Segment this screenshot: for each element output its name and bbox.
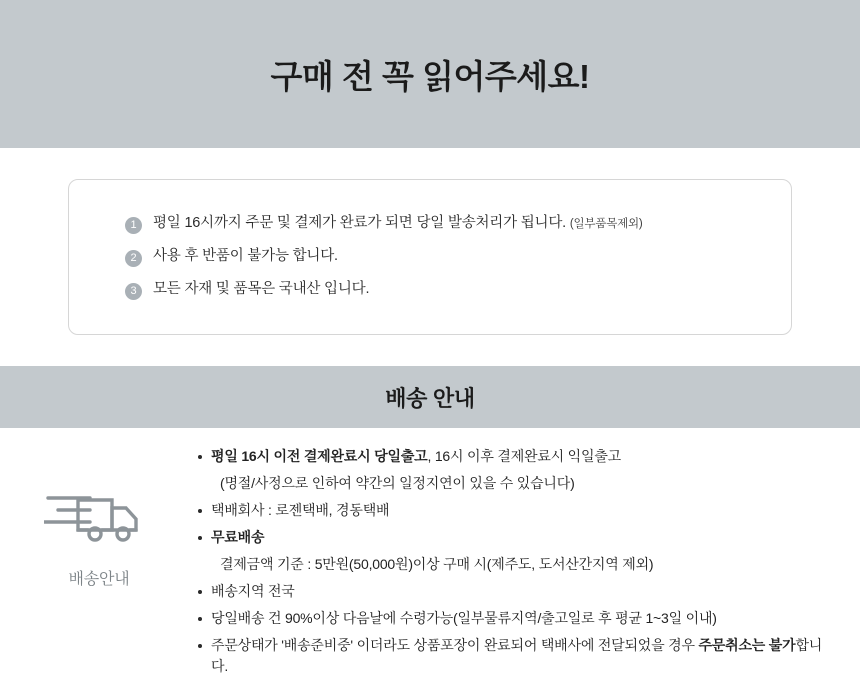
list-item	[125, 247, 751, 267]
notice-text	[153, 247, 338, 267]
list-item	[198, 608, 830, 629]
bullet-rest: , 16시 이후 결제완료시 익일출고	[427, 448, 621, 464]
bullet-tail: 합니다.	[211, 637, 823, 674]
notice-number-badge: 1	[125, 217, 142, 234]
bullet-text	[211, 500, 389, 521]
bullet-rest: 주문상태가 '배송준비중' 이더라도 상품포장이 완료되어 택배사에 전달되었을 경우	[211, 637, 699, 653]
bullet-rest: 배송지역 전국	[211, 583, 295, 599]
page-title: 구매 전 꼭 읽어주세요!	[270, 57, 590, 95]
delivery-truck-icon	[44, 486, 154, 550]
list-item	[198, 635, 830, 677]
bullet-text	[211, 527, 264, 548]
bullet-dot-icon	[198, 455, 202, 459]
bullet-sub-text: (명절/사정으로 인하여 약간의 일정지연이 있을 수 있습니다)	[220, 475, 575, 491]
list-item	[125, 280, 751, 300]
top-banner	[0, 0, 860, 148]
list-item	[198, 446, 830, 467]
shipping-icon-block	[0, 428, 198, 589]
notice-sub-text: (일부품목제외)	[569, 218, 643, 230]
list-item	[125, 214, 751, 234]
bullet-dot-icon	[198, 536, 202, 540]
notice-main-text: 사용 후 반품이 불가능 합니다.	[153, 248, 338, 264]
list-item	[198, 527, 830, 548]
notice-main-text: 모든 자재 및 품목은 국내산 입니다.	[153, 281, 370, 297]
bullet-dot-icon	[198, 509, 202, 513]
bullet-dot-icon	[198, 590, 202, 594]
bullet-text	[211, 581, 295, 602]
notice-section	[0, 148, 860, 366]
shipping-icon-label: 배송안내	[68, 571, 130, 588]
bullet-text	[211, 635, 830, 677]
shipping-band	[0, 366, 860, 428]
list-item	[198, 581, 830, 602]
shipping-section-title: 배송 안내	[385, 385, 475, 411]
notice-number-badge: 2	[125, 250, 142, 267]
bullet-rest: 당일배송 건 90%이상 다음날에 수령가능(일부물류지역/출고일로 후 평균 1~3일 이내)	[211, 610, 717, 626]
shipping-body	[0, 428, 860, 674]
bullet-text	[211, 608, 717, 629]
shipping-bullet-list	[198, 428, 860, 683]
bullet-text	[211, 446, 621, 467]
notice-number-badge: 3	[125, 283, 142, 300]
list-item	[198, 500, 830, 521]
notice-text	[153, 214, 643, 234]
bullet-bold-lead: 평일 16시 이전 결제완료시 당일출고	[211, 448, 428, 464]
notice-text	[153, 280, 369, 300]
bullet-dot-icon	[198, 644, 202, 648]
bullet-sub-text: 결제금액 기준 : 5만원(50,000원)이상 구매 시(제주도, 도서산간지역 제외)	[220, 556, 654, 572]
bullet-bold-lead: 무료배송	[211, 529, 265, 545]
notice-main-text: 평일 16시까지 주문 및 결제가 완료가 되면 당일 발송처리가 됩니다.	[153, 215, 566, 231]
notice-box	[68, 179, 792, 335]
bullet-bold-tail: 주문취소는 불가	[698, 637, 796, 653]
bullet-rest: 택배회사 : 로젠택배, 경동택배	[211, 502, 390, 518]
bullet-dot-icon	[198, 617, 202, 621]
